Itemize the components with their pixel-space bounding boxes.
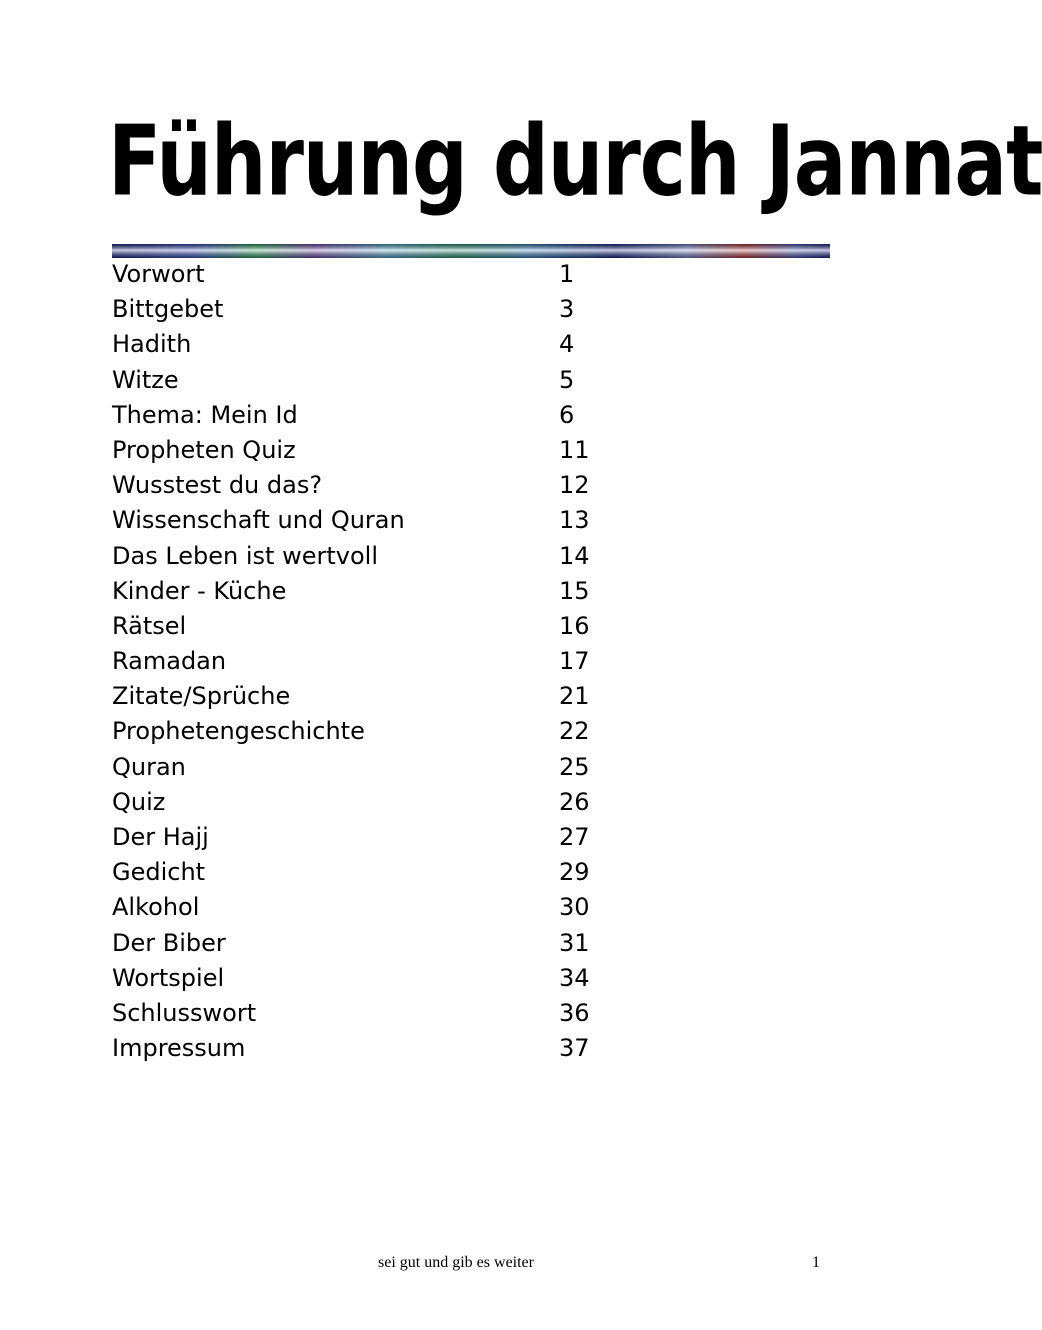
toc-entry-page: 14 xyxy=(559,541,590,570)
toc-entry-title: Das Leben ist wertvoll xyxy=(112,541,378,570)
toc-entry-page: 11 xyxy=(559,435,590,464)
toc-entry-title: Thema: Mein Id xyxy=(112,400,298,429)
toc-entry xyxy=(112,890,672,925)
toc-entry-title: Bittgebet xyxy=(112,295,224,324)
toc-entry-title: Prophetengeschichte xyxy=(112,717,365,746)
toc-entry-title: Quiz xyxy=(112,787,166,816)
toc-entry xyxy=(112,433,672,468)
toc-entry-title: Kinder - Küche xyxy=(112,576,287,605)
toc-entry-page: 22 xyxy=(559,717,590,746)
toc-entry-page: 16 xyxy=(559,611,590,640)
toc-entry-title: Wissenschaft und Quran xyxy=(112,506,405,535)
toc-entry-page: 13 xyxy=(559,506,590,535)
toc-entry-title: Gedicht xyxy=(112,858,206,887)
toc-entry xyxy=(112,750,672,785)
page-title: Führung durch Jannat xyxy=(108,105,1042,219)
toc-entry xyxy=(112,468,672,503)
toc-entry-page: 3 xyxy=(559,295,575,324)
toc-entry xyxy=(112,257,672,292)
toc-entry xyxy=(112,1031,672,1066)
toc-entry-page: 4 xyxy=(559,330,575,359)
toc-entry-page: 36 xyxy=(559,998,590,1027)
toc-entry-page: 6 xyxy=(559,400,575,429)
toc-entry-title: Wusstest du das? xyxy=(112,471,323,500)
toc-entry-page: 31 xyxy=(559,928,590,957)
toc-entry-title: Impressum xyxy=(112,1034,246,1063)
toc-entry xyxy=(112,855,672,890)
toc-entry-page: 34 xyxy=(559,963,590,992)
toc-entry xyxy=(112,292,672,327)
toc-entry xyxy=(112,926,672,961)
toc-entry-page: 29 xyxy=(559,858,590,887)
toc-entry xyxy=(112,996,672,1031)
footer-page-number: 1 xyxy=(812,1254,820,1271)
toc-entry-title: Schlusswort xyxy=(112,998,257,1027)
toc-entry xyxy=(112,714,672,749)
toc-entry xyxy=(112,539,672,574)
table-of-contents xyxy=(112,257,672,1066)
toc-entry xyxy=(112,363,672,398)
toc-entry-page: 27 xyxy=(559,823,590,851)
toc-entry xyxy=(112,644,672,679)
toc-entry-title: Witze xyxy=(112,365,179,394)
toc-entry-page: 15 xyxy=(559,576,590,605)
toc-entry-page: 12 xyxy=(559,471,590,500)
toc-entry xyxy=(112,679,672,714)
toc-entry-title: Wortspiel xyxy=(112,963,225,992)
toc-entry-title: Der Biber xyxy=(112,928,226,957)
toc-entry-title: Ramadan xyxy=(112,647,227,676)
toc-entry xyxy=(112,609,672,644)
toc-entry-title: Der Hajj xyxy=(112,823,209,851)
toc-entry-title: Hadith xyxy=(112,330,192,359)
toc-entry-title: Zitate/Sprüche xyxy=(112,682,291,711)
toc-entry xyxy=(112,503,672,538)
toc-entry xyxy=(112,574,672,609)
toc-entry-page: 26 xyxy=(559,787,590,816)
toc-entry-title: Vorwort xyxy=(112,260,205,288)
toc-entry-title: Rätsel xyxy=(112,611,187,640)
footer-text: sei gut und gib es weiter xyxy=(378,1254,534,1271)
toc-entry-page: 21 xyxy=(559,682,590,711)
toc-entry-title: Quran xyxy=(112,752,186,781)
toc-entry-page: 17 xyxy=(559,647,590,676)
toc-entry xyxy=(112,961,672,996)
toc-entry-title: Propheten Quiz xyxy=(112,435,296,464)
toc-entry-title: Alkohol xyxy=(112,893,200,922)
toc-entry-page: 5 xyxy=(559,365,575,394)
toc-entry xyxy=(112,785,672,820)
toc-entry-page: 1 xyxy=(559,260,575,288)
toc-entry-page: 25 xyxy=(559,752,590,781)
rainbow-divider xyxy=(112,244,830,258)
toc-entry-page: 37 xyxy=(559,1034,590,1063)
toc-entry xyxy=(112,820,672,855)
toc-entry xyxy=(112,327,672,362)
toc-entry-page: 30 xyxy=(559,893,590,922)
toc-entry xyxy=(112,398,672,433)
